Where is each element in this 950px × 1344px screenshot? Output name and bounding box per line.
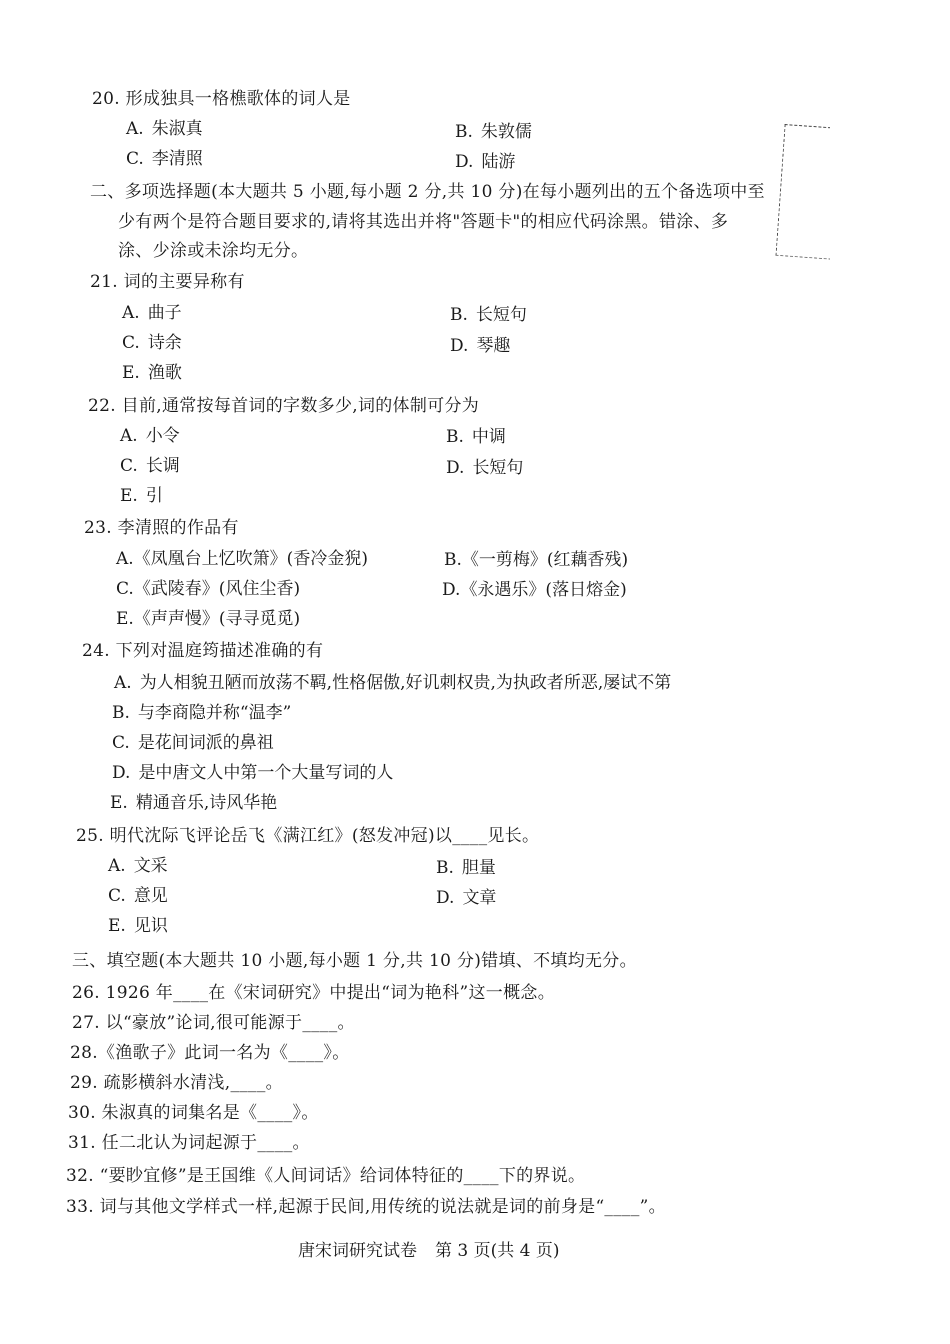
option-text: 胆量 [461,858,496,878]
section-2-heading: 二、多项选择题(本大题共 5 小题,每小题 2 分,共 10 分)在每小题列出的五个备选项中至 [90,182,765,202]
option-key: C. [108,886,126,906]
q25-option-d [436,887,496,909]
option-text: 李清照 [151,149,203,169]
option-key: D. [442,580,461,600]
option-text: 意见 [133,886,168,906]
q20-option-d [455,151,515,173]
question-33: 33. 词与其他文学样式一样,起源于民间,用传统的说法就是词的前身是“____”。 [66,1197,666,1217]
q23-option-e [116,608,300,630]
option-text: 是中唐文人中第一个大量写词的人 [138,763,394,783]
option-key: A. [108,856,126,876]
q22-option-d [446,457,523,479]
q25-option-c [108,885,168,907]
option-text: 长短句 [472,458,524,478]
question-23-stem: 23. 李清照的作品有 [84,518,239,538]
option-key: A. [116,549,134,569]
option-text: 长调 [145,456,180,476]
q23-option-b [444,549,628,571]
option-key: B. [112,703,130,723]
question-25-stem: 25. 明代沈际飞评论岳飞《满江红》(怒发冲冠)以____见长。 [76,826,540,846]
exam-title: 唐宋词研究试卷 [298,1241,417,1261]
option-key: E. [122,363,140,383]
option-key: C. [116,579,134,599]
option-key: E. [108,916,126,936]
option-text: 陆游 [481,152,516,172]
option-text: 《凤凰台上忆吹箫》(香冷金猊) [133,549,368,569]
option-text: 《永遇乐》(落日熔金) [460,580,627,600]
option-key: D. [436,888,455,908]
option-text: 曲子 [147,303,182,323]
question-22-stem: 22. 目前,通常按每首词的字数多少,词的体制可分为 [88,396,480,416]
question-31: 31. 任二北认为词起源于____。 [68,1133,310,1153]
option-text: 《声声慢》(寻寻觅觅) [133,609,301,629]
q24-option-a [114,672,671,694]
question-20-stem: 20. 形成独具一格樵歌体的词人是 [92,89,351,109]
option-text: 文采 [133,856,168,876]
option-text: 渔歌 [147,363,182,383]
question-32: 32. “要眇宜修”是王国维《人间词话》给词体特征的____下的界说。 [66,1166,586,1186]
q25-option-e [108,915,168,937]
q22-option-e [120,485,163,507]
section-3-heading: 三、填空题(本大题共 10 小题,每小题 1 分,共 10 分)错填、不填均无分。 [72,951,637,971]
option-text: 《武陵春》(风住尘香) [133,579,301,599]
option-key: A. [120,426,138,446]
section-2-instructions-line3: 涂、少涂或未涂均无分。 [118,241,309,261]
q21-option-d [450,335,510,357]
q24-option-c [112,732,274,754]
option-text: 诗余 [147,333,182,353]
option-key: B. [444,550,462,570]
option-text: 长短句 [475,305,527,325]
q21-option-c [122,332,182,354]
option-key: B. [455,122,473,142]
q24-option-d [112,762,393,784]
option-key: C. [126,149,144,169]
option-key: B. [446,427,464,447]
question-29: 29. 疏影横斜水清浅,____。 [70,1073,283,1093]
q22-option-a [120,425,180,447]
option-text: 文章 [462,888,497,908]
q21-option-b [450,304,527,326]
option-text: 精通音乐,诗风华艳 [135,793,278,813]
page-number: 第 3 页(共 4 页) [435,1241,560,1261]
option-key: C. [122,333,140,353]
option-text: 见识 [133,916,168,936]
option-text: 朱淑真 [151,119,203,139]
option-key: A. [122,303,140,323]
option-text: 是花间词派的鼻祖 [137,733,274,753]
option-text: 与李商隐并称“温李” [137,703,292,723]
question-28: 28.《渔歌子》此词一名为《____》。 [70,1043,350,1063]
question-30: 30. 朱淑真的词集名是《____》。 [68,1103,319,1123]
q23-option-d [442,579,627,601]
question-27: 27. 以“豪放”论词,很可能源于____。 [72,1013,355,1033]
option-text: 《一剪梅》(红藕香残) [461,550,629,570]
option-text: 中调 [471,427,506,447]
option-key: C. [120,456,138,476]
question-21-stem: 21. 词的主要异称有 [90,272,245,292]
q25-option-b [436,857,496,879]
section-2-instructions-line2: 少有两个是符合题目要求的,请将其选出并将"答题卡"的相应代码涂黑。错涂、多 [118,212,729,232]
q23-option-c [116,578,300,600]
q20-option-a [126,118,203,140]
q22-option-c [120,455,180,477]
option-key: D. [112,763,131,783]
option-text: 小令 [145,426,180,446]
q24-option-e [110,792,277,814]
q24-option-b [112,702,291,724]
option-key: D. [446,458,465,478]
q20-option-b [455,121,532,143]
option-key: E. [116,609,134,629]
option-key: D. [455,152,474,172]
q21-option-a [122,302,182,324]
q23-option-a [116,548,368,570]
q22-option-b [446,426,506,448]
question-24-stem: 24. 下列对温庭筠描述准确的有 [82,641,324,661]
option-key: C. [112,733,130,753]
option-key: E. [110,793,128,813]
page-margin [830,0,950,1344]
option-key: A. [114,673,132,693]
option-key: D. [450,336,469,356]
page-footer [298,1236,560,1261]
option-text: 朱敦儒 [480,122,532,142]
option-text: 为人相貌丑陋而放荡不羁,性格倨傲,好讥刺权贵,为执政者所恶,屡试不第 [139,673,672,693]
option-key: B. [450,305,468,325]
option-text: 琴趣 [476,336,511,356]
q20-option-c [126,148,203,170]
option-key: B. [436,858,454,878]
option-text: 引 [145,486,163,506]
question-26: 26. 1926 年____在《宋词研究》中提出“词为艳科”这一概念。 [72,983,555,1003]
q21-option-e [122,362,182,384]
option-key: E. [120,486,138,506]
option-key: A. [126,119,144,139]
q25-option-a [108,855,168,877]
